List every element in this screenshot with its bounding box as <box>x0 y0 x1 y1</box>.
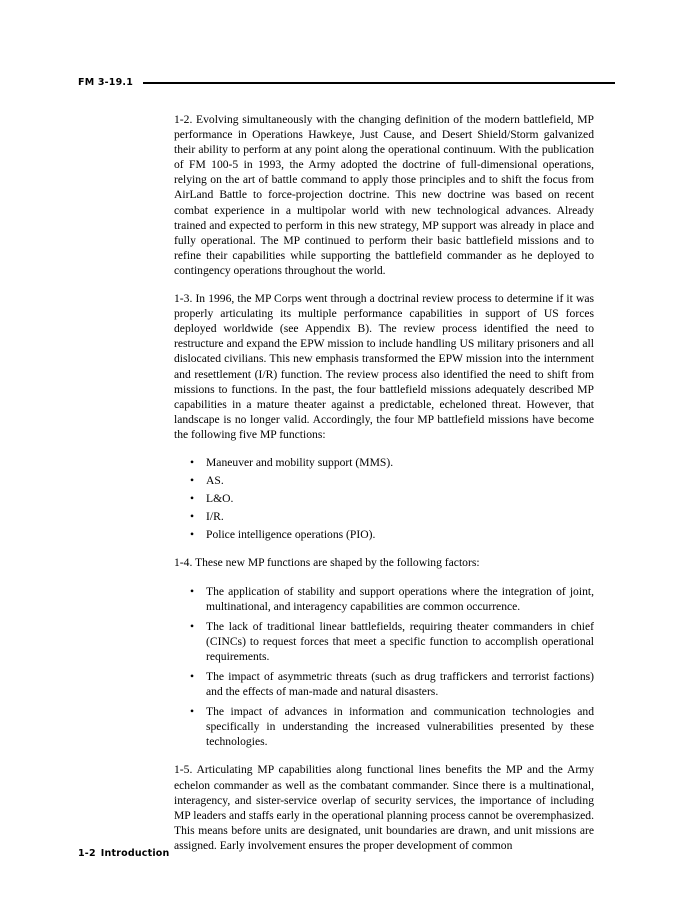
list-item-label: The application of stability and support operations where the integration of joint, multinational, and interagency capabilities are common occurrence. <box>206 584 594 613</box>
paragraph-1-2: 1-2. Evolving simultaneously with the changing definition of the modern battlefield, MP performance in Operations Hawkeye, Just Cause, and Desert Shield/Storm galvanized their ability to perform at any point along the operational continuum. With the publication of FM 100-5 in 1993, the Army adopted the doctrine of full-dimensional operations, relying on the art of battle command to apply those principles and to shift the focus from AirLand Battle to force-projection doctrine. This new doctrine was based on recent combat experience in a multipolar world with new technological advances. Already trained and expected to perform in this new strategy, MP support was already in place and fully operational. The MP continued to perform their basic battlefield missions and to refine their capabilities while supporting the battlefield commander as he deployed to contingency operations throughout the world. <box>174 113 594 277</box>
list-item-label: L&O. <box>206 492 234 506</box>
bullet-icon: • <box>190 705 195 719</box>
bullet-icon: • <box>190 584 195 598</box>
page-number: 1-2 <box>78 848 96 859</box>
list-item-label: The impact of asymmetric threats (such as drug traffickers and terrorist factions) and the effects of man-made and natural disasters. <box>206 670 594 699</box>
paragraph-1-4: 1-4. These new MP functions are shaped by the following factors: <box>174 556 480 570</box>
list-item <box>174 704 594 749</box>
bullet-icon: • <box>190 619 195 633</box>
mp-functions-list <box>174 455 594 542</box>
bullet-icon: • <box>190 670 195 683</box>
paragraph-1-3: 1-3. In 1996, the MP Corps went through a doctrinal review process to determine if it was properly articulating its multiple performance capabilities in support of US forces deployed worldwide (see Appendix B). The review process identified the need to restructure and expand the EPW mission to include handling US military prisoners and all dislocated civilians. This new emphasis transformed the EPW mission into the internment and resettlement (I/R) function. The review process also identified the need to shift from missions to functions. In the past, the four battlefield missions adequately described MP capabilities in a mature theater against a predictable, echeloned threat. However, that landscape is no longer valid. Accordingly, the four MP battlefield missions have become the following five MP functions: <box>174 292 594 441</box>
chapter-title: Introduction <box>100 848 170 859</box>
list-item-label: Police intelligence operations (PIO). <box>206 528 376 542</box>
list-item <box>174 473 594 488</box>
list-item <box>174 455 594 470</box>
list-item <box>174 669 594 699</box>
bullet-icon: • <box>190 510 195 524</box>
paragraph-1-5: 1-5. Articulating MP capabilities along functional lines benefits the MP and the Army echelon commander as well as the combatant commander. Since there is a multinational, interagency, and sister-service overlap of security services, the importance of including MP leaders and staffs early in the operational planning process cannot be overemphasized. This means before units are designated, unit boundaries are drawn, and unit missions are assigned. Early involvement ensures the proper development of common <box>174 763 594 852</box>
page-footer <box>78 848 170 859</box>
bullet-icon: • <box>190 455 195 469</box>
page-content <box>174 112 594 866</box>
bullet-icon: • <box>190 492 195 506</box>
header-rule <box>143 82 615 84</box>
page-header <box>78 72 615 92</box>
list-item-label: AS. <box>206 474 224 488</box>
list-item <box>174 491 594 506</box>
manual-id-label: FM 3-19.1 <box>78 76 134 88</box>
list-item-label: The impact of advances in information and communication technologies and specifically in understanding the increased vulnerabilities presented by these technologies. <box>206 705 594 749</box>
list-item-label: The lack of traditional linear battlefields, requiring theater commanders in chief (CINCs) to request forces that meet a specific function to accomplish operational requirements. <box>206 619 594 663</box>
list-item-label: Maneuver and mobility support (MMS). <box>206 455 394 469</box>
list-item <box>174 584 594 614</box>
bullet-icon: • <box>190 528 195 542</box>
list-item-label: I/R. <box>206 510 224 524</box>
list-item <box>174 619 594 664</box>
list-item <box>174 527 594 542</box>
list-item <box>174 509 594 524</box>
mp-factors-list <box>174 584 594 750</box>
bullet-icon: • <box>190 474 195 488</box>
